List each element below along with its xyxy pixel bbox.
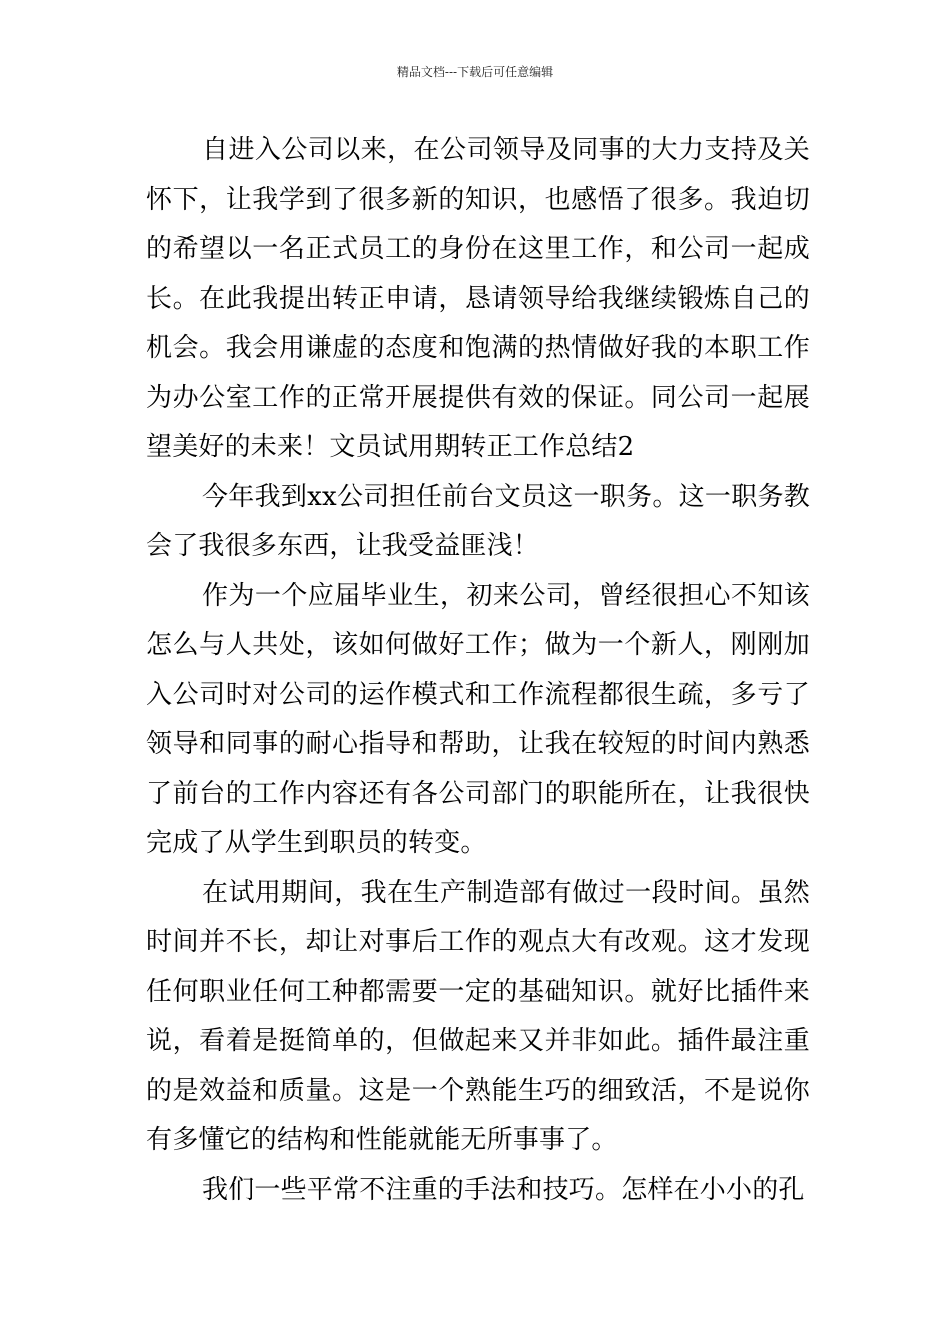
paragraph-4: 在试用期间，我在生产制造部有做过一段时间。虽然时间并不长，却让对事后工作的观点大有改观。这才发现任何职业任何工种都需要一定的基础知识。就好比插件来说，看着是挺简单的，但做起来又并非如此。插件最注重的是效益和质量。这是一个熟能生巧的细致活，不是说你有多懂它的结构和性能就能无所事事了。	[146, 877, 810, 1155]
document-body	[146, 126, 810, 1215]
paragraph-3: 作为一个应届毕业生，初来公司，曾经很担心不知该怎么与人共处，该如何做好工作；做为一个新人，刚刚加入公司时对公司的运作模式和工作流程都很生疏，多亏了领导和同事的耐心指导和帮助，让我在较短的时间内熟悉了前台的工作内容还有各公司部门的职能所在，让我很快完成了从学生到职员的转变。	[146, 580, 810, 858]
paragraph-5: 我们一些平常不注重的手法和技巧。怎样在小小的孔	[202, 1174, 805, 1205]
paragraph-2: 今年我到xx公司担任前台文员这一职务。这一职务教会了我很多东西，让我受益匪浅！	[146, 481, 810, 561]
page-header: 精品文档---下载后可任意编辑	[396, 65, 554, 79]
paragraph-1: 自进入公司以来，在公司领导及同事的大力支持及关怀下，让我学到了很多新的知识，也感悟了很多。我迫切的希望以一名正式员工的身份在这里工作，和公司一起成长。在此我提出转正申请，恳请领导给我继续锻炼自己的机会。我会用谦虚的态度和饱满的热情做好我的本职工作为办公室工作的正常开展提供有效的保证。同公司一起展望美好的未来！文员试用期转正工作总结2	[146, 135, 810, 462]
